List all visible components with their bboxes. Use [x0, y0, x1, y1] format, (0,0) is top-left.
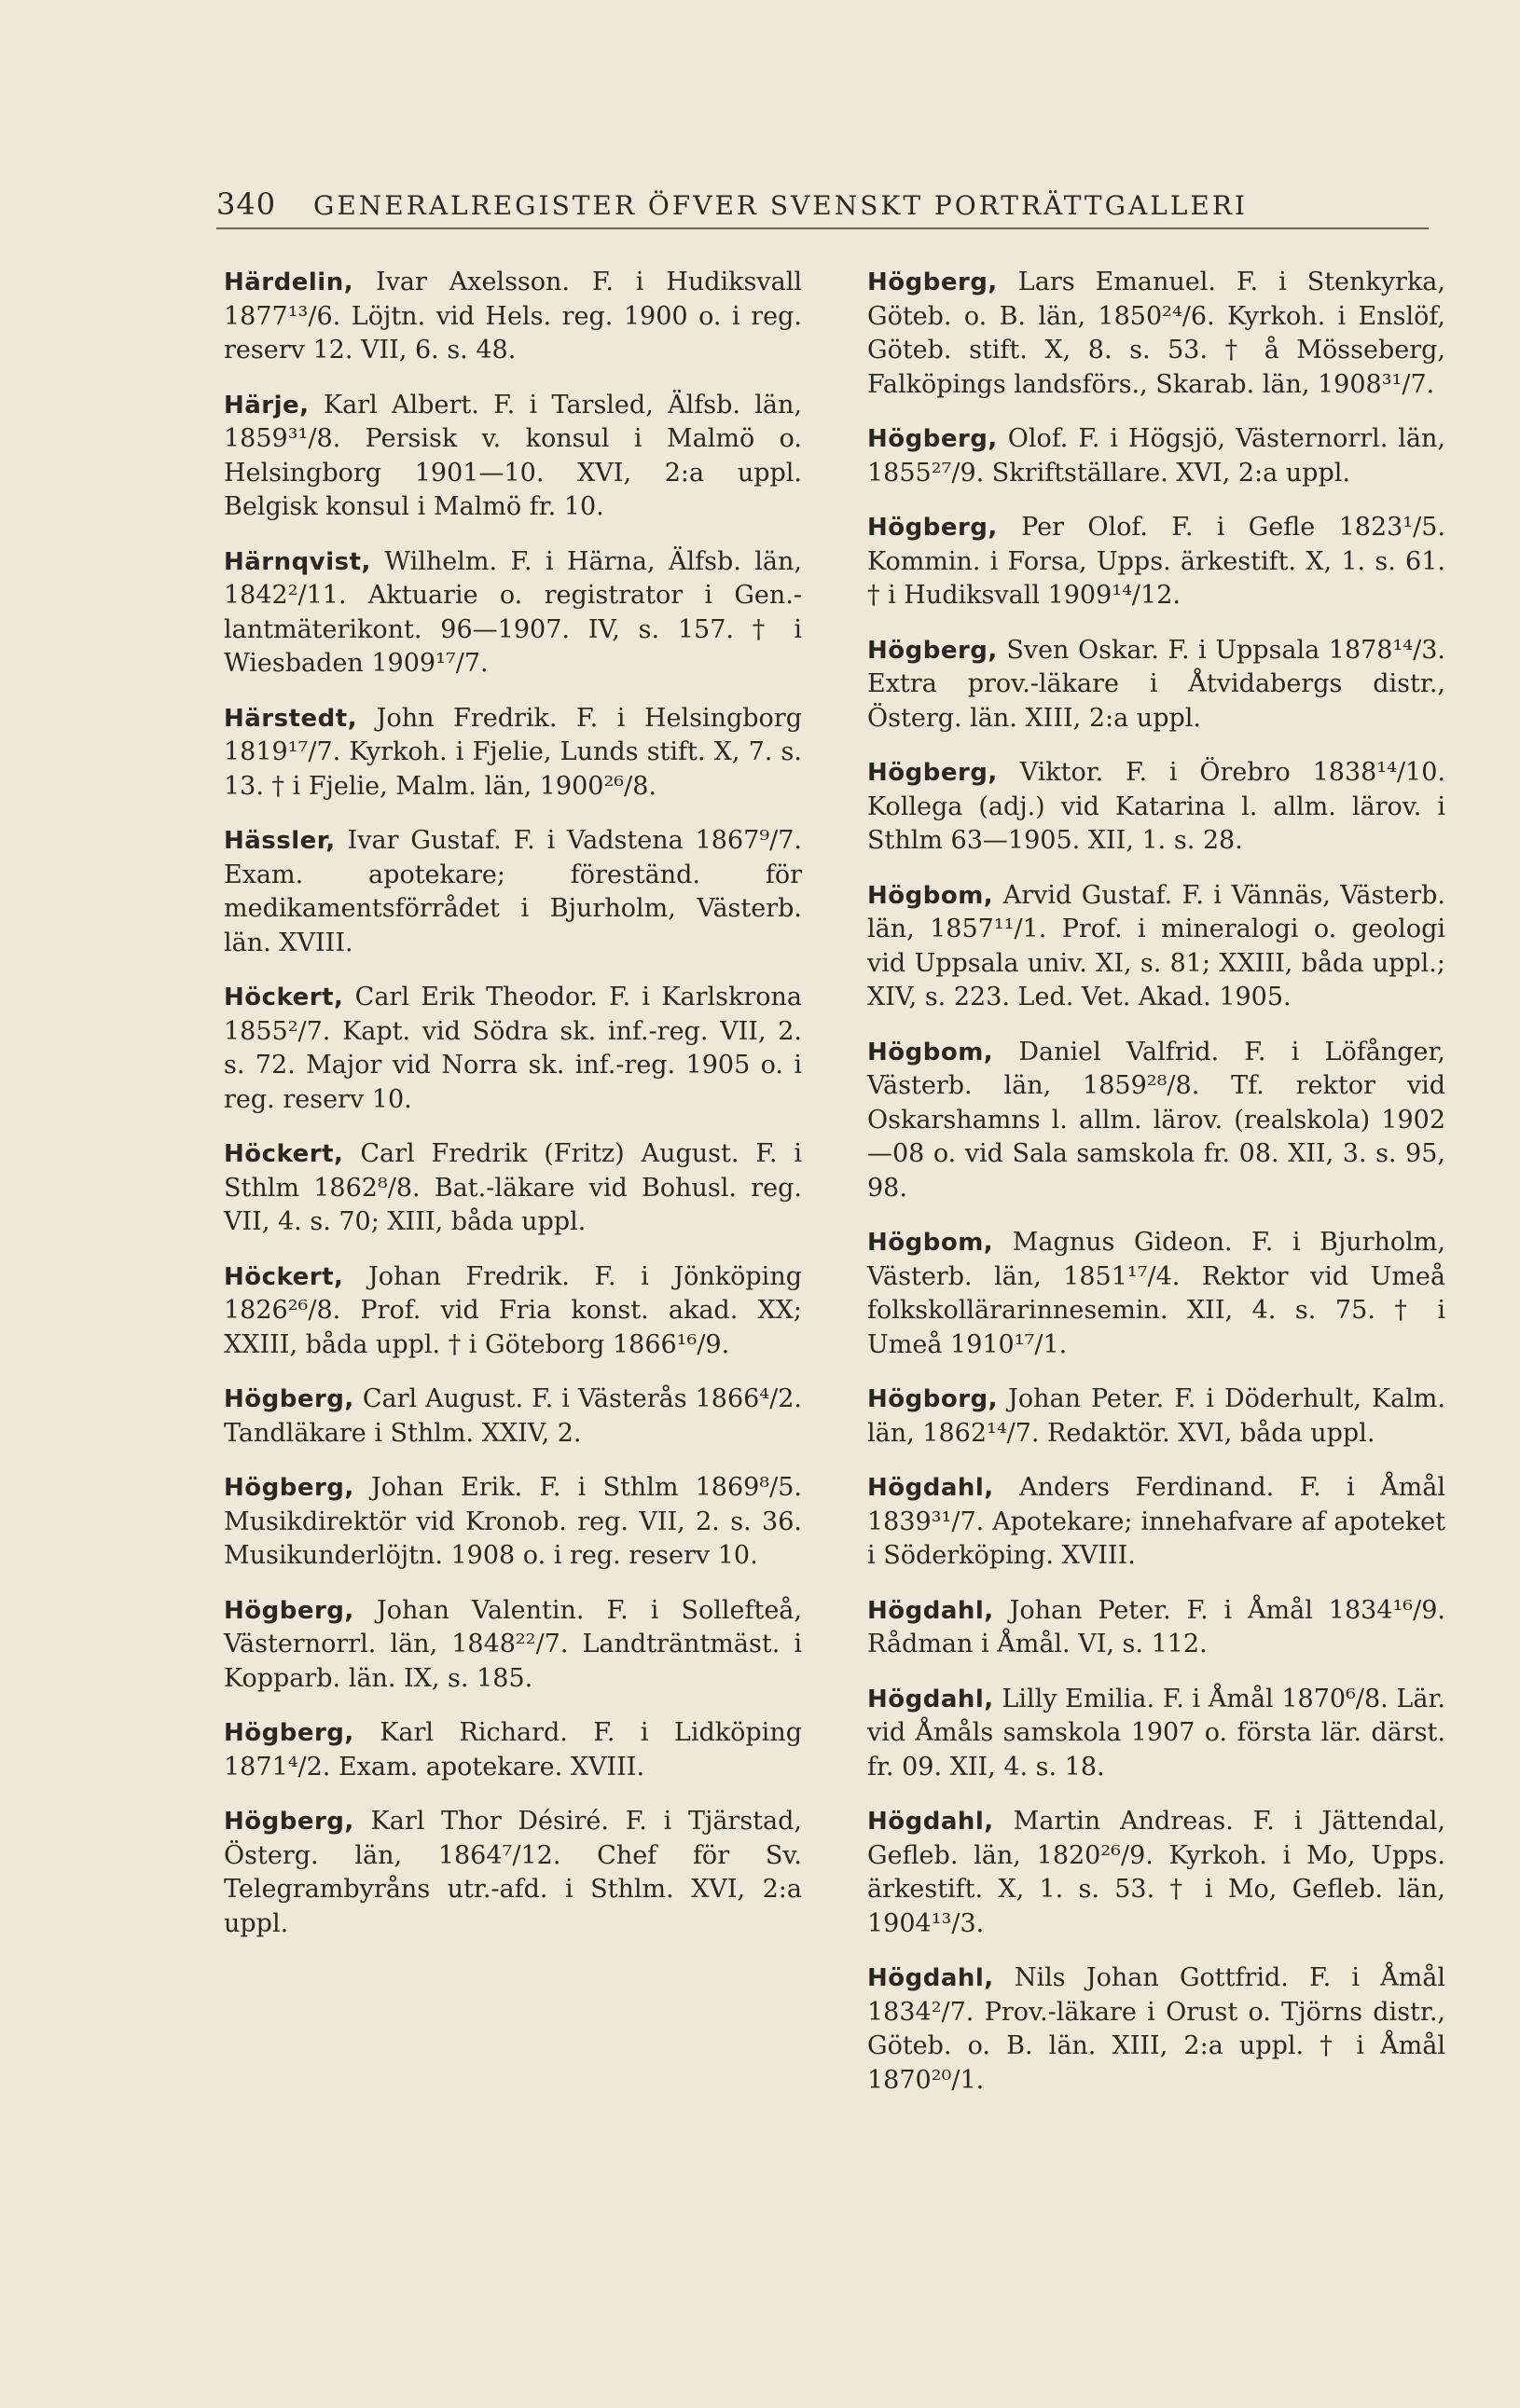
entry-surname: Högbom,: [867, 881, 994, 910]
entry-text: Nils Johan Gottfrid. F. i Åmål 1834²/7. Prov.-läkare i Orust o. Tjörns distr., Göteb. o. B. län. XIII, 2:a uppl. † i Åmål 1870²⁰/1.: [867, 1963, 1445, 2095]
entry-text: Ivar Gustaf. F. i Vadstena 1867⁹/7. Exam. apotekare; föreständ. för medikamentsförrådet i Bjurholm, Västerb. län. XVIII.: [224, 826, 802, 957]
entry-text: Lars Emanuel. F. i Stenkyrka, Göteb. o. B. län, 1850²⁴/6. Kyrkoh. i Enslöf, Göteb. stift. X, 8. s. 53. † å Mösseberg, Falköpings landsförs., Skarab. län, 1908³¹/7.: [867, 268, 1445, 399]
entry-surname: Högberg,: [224, 1474, 354, 1502]
register-entry: [224, 981, 802, 1117]
register-entry: [867, 879, 1445, 1015]
entry-surname: Högberg,: [867, 425, 998, 453]
entry-text: Magnus Gideon. F. i Bjurholm, Västerb. län, 1851¹⁷/4. Rektor vid Umeå folkskollärarinnesemin. XII, 4. s. 75. † i Umeå 1910¹⁷/1.: [867, 1228, 1445, 1359]
register-entry: [224, 1805, 802, 1941]
entry-surname: Högberg,: [867, 514, 998, 542]
register-entry: [224, 702, 802, 805]
entry-text: Karl Thor Désiré. F. i Tjärstad, Österg. län, 1864⁷/12. Chef för Sv. Telegrambyråns utr.-afd. i Sthlm. XVI, 2:a uppl.: [224, 1807, 802, 1938]
entry-surname: Högdahl,: [867, 1596, 994, 1625]
register-entry: [224, 1594, 802, 1697]
entry-text: Johan Peter. F. i Döderhult, Kalm. län, 1862¹⁴/7. Redaktör. XVI, båda uppl.: [867, 1384, 1445, 1448]
register-entry: [867, 1383, 1445, 1451]
entry-surname: Högberg,: [224, 1385, 354, 1413]
entry-surname: Höckert,: [224, 1140, 344, 1168]
entry-surname: Höckert,: [224, 984, 344, 1011]
entry-surname: Härnqvist,: [224, 547, 371, 576]
entry-text: Martin Andreas. F. i Jättendal, Gefleb. län, 1820²⁶/9. Kyrkoh. i Mo, Upps. ärkestift. X, 1. s. 53. † i Mo, Gefleb. län, 1904¹³/3.: [867, 1807, 1445, 1938]
register-entry: [224, 1137, 802, 1240]
register-entry: [867, 1683, 1445, 1785]
entry-text: Wilhelm. F. i Härna, Älfsb. län, 1842²/11. Aktuarie o. registrator i Gen.-lantmäterikont. 96—1907. IV, s. 157. † i Wiesbaden 1909¹⁷/7.: [224, 546, 802, 678]
entry-surname: Härje,: [224, 391, 310, 420]
entry-surname: Högberg,: [867, 759, 998, 787]
running-header: [216, 186, 1429, 222]
running-title: GENERALREGISTER ÖFVER SVENSKT PORTRÄTTGALLERI: [312, 190, 1248, 221]
entry-text: Johan Valentin. F. i Sollefteå, Västernorrl. län, 1848²²/7. Landträntmäst. i Kopparb. län. IX, s. 185.: [224, 1595, 802, 1693]
entry-surname: Högberg,: [867, 636, 998, 665]
entry-surname: Härstedt,: [224, 704, 358, 733]
entry-surname: Högberg,: [224, 1596, 354, 1625]
register-entry: [224, 266, 802, 368]
right-column: [867, 266, 1445, 2118]
entry-surname: Högbom,: [867, 1038, 994, 1066]
entry-surname: Härdelin,: [224, 268, 354, 296]
entry-text: Lilly Emilia. F. i Åmål 1870⁶/8. Lär. vid Åmåls samskola 1907 o. första lär. därst. fr. 09. XII, 4. s. 18.: [867, 1684, 1445, 1782]
entry-surname: Högberg,: [224, 1719, 354, 1747]
register-entry: [867, 756, 1445, 859]
register-entry: [867, 266, 1445, 402]
register-entry: [867, 1805, 1445, 1941]
register-entry: [224, 545, 802, 681]
register-entry: [224, 1716, 802, 1784]
entry-text: Carl August. F. i Västerås 1866⁴/2. Tandläkare i Sthlm. XXIV, 2.: [224, 1384, 802, 1448]
entry-surname: Högborg,: [867, 1385, 999, 1413]
entry-text: Daniel Valfrid. F. i Löfånger, Västerb. län, 1859²⁸/8. Tf. rektor vid Oskarshamns l. allm. lärov. (realskola) 1902—08 o. vid Sala samskola fr. 08. XII, 3. s. 95, 98.: [867, 1037, 1445, 1203]
page-number: 340: [216, 186, 277, 222]
entry-surname: Högdahl,: [867, 1964, 994, 1992]
register-entry: [867, 1036, 1445, 1206]
register-entry: [224, 389, 802, 525]
entry-text: Johan Peter. F. i Åmål 1834¹⁶/9. Rådman i Åmål. VI, s. 112.: [867, 1595, 1445, 1658]
entry-surname: Högberg,: [224, 1808, 354, 1836]
register-entry: [867, 1471, 1445, 1574]
entry-text: Karl Richard. F. i Lidköping 1871⁴/2. Exam. apotekare. XVIII.: [224, 1718, 802, 1782]
entry-text: Johan Erik. F. i Sthlm 1869⁸/5. Musikdirektör vid Kronob. reg. VII, 2. s. 36. Musikunderlöjtn. 1908 o. i reg. reserv 10.: [224, 1473, 802, 1570]
entry-text: Sven Oskar. F. i Uppsala 1878¹⁴/3. Extra prov.-läkare i Åtvidabergs distr., Österg. län. XIII, 2:a uppl.: [867, 635, 1445, 733]
entry-text: Per Olof. F. i Gefle 1823¹/5. Kommin. i Forsa, Upps. ärkestift. X, 1. s. 61. † i Hudiksvall 1909¹⁴/12.: [867, 513, 1445, 610]
entry-text: Arvid Gustaf. F. i Vännäs, Västerb. län, 1857¹¹/1. Prof. i mineralogi o. geologi vid Uppsala univ. XI, s. 81; XXIII, båda uppl.; XIV, s. 223. Led. Vet. Akad. 1905.: [867, 880, 1445, 1011]
entry-text: Ivar Axelsson. F. i Hudiksvall 1877¹³/6. Löjtn. vid Hels. reg. 1900 o. i reg. reserv 12. VII, 6. s. 48.: [224, 268, 802, 365]
register-entry: [224, 824, 802, 960]
entry-text: Johan Fredrik. F. i Jönköping 1826²⁶/8. Prof. vid Fria konst. akad. XX; XXIII, båda uppl. † i Göteborg 1866¹⁶/9.: [224, 1261, 802, 1359]
entry-surname: Högdahl,: [867, 1808, 994, 1836]
entry-text: Carl Fredrik (Fritz) August. F. i Sthlm 1862⁸/8. Bat.-läkare vid Bohusl. reg. VII, 4. s. 70; XIII, båda uppl.: [224, 1139, 802, 1236]
entry-text: Anders Ferdinand. F. i Åmål 1839³¹/7. Apotekare; innehafvare af apoteket i Söderköping. XVIII.: [867, 1473, 1445, 1570]
register-entry: [224, 1260, 802, 1363]
left-column: [224, 266, 802, 1961]
register-entry: [867, 634, 1445, 736]
header-rule: [216, 227, 1429, 229]
entry-text: John Fredrik. F. i Helsingborg 1819¹⁷/7. Kyrkoh. i Fjelie, Lunds stift. X, 7. s. 13. † i Fjelie, Malm. län, 1900²⁶/8.: [224, 703, 802, 801]
entry-text: Karl Albert. F. i Tarsled, Älfsb. län, 1859³¹/8. Persisk v. konsul i Malmö o. Helsingborg 1901—10. XVI, 2:a uppl. Belgisk konsul i Malmö fr. 10.: [224, 390, 802, 521]
entry-surname: Högbom,: [867, 1229, 994, 1257]
entry-text: Viktor. F. i Örebro 1838¹⁴/10. Kollega (adj.) vid Katarina l. allm. lärov. i Sthlm 63—1905. XII, 1. s. 28.: [867, 758, 1445, 855]
register-entry: [867, 1226, 1445, 1362]
register-entry: [224, 1383, 802, 1451]
entry-surname: Höckert,: [224, 1262, 344, 1291]
register-entry: [224, 1471, 802, 1574]
register-entry: [867, 1961, 1445, 2098]
entry-surname: Hässler,: [224, 827, 336, 855]
entry-surname: Högdahl,: [867, 1474, 994, 1502]
register-entry: [867, 1594, 1445, 1662]
entry-text: Olof. F. i Högsjö, Västernorrl. län, 1855²⁷/9. Skriftställare. XVI, 2:a uppl.: [867, 424, 1445, 488]
entry-text: Carl Erik Theodor. F. i Karlskrona 1855²/7. Kapt. vid Södra sk. inf.-reg. VII, 2. s. 72. Major vid Norra sk. inf.-reg. 1905 o. i reg. reserv 10.: [224, 983, 802, 1114]
register-entry: [867, 422, 1445, 490]
entry-surname: Högberg,: [867, 268, 998, 296]
register-entry: [867, 511, 1445, 613]
entry-surname: Högdahl,: [867, 1685, 994, 1713]
